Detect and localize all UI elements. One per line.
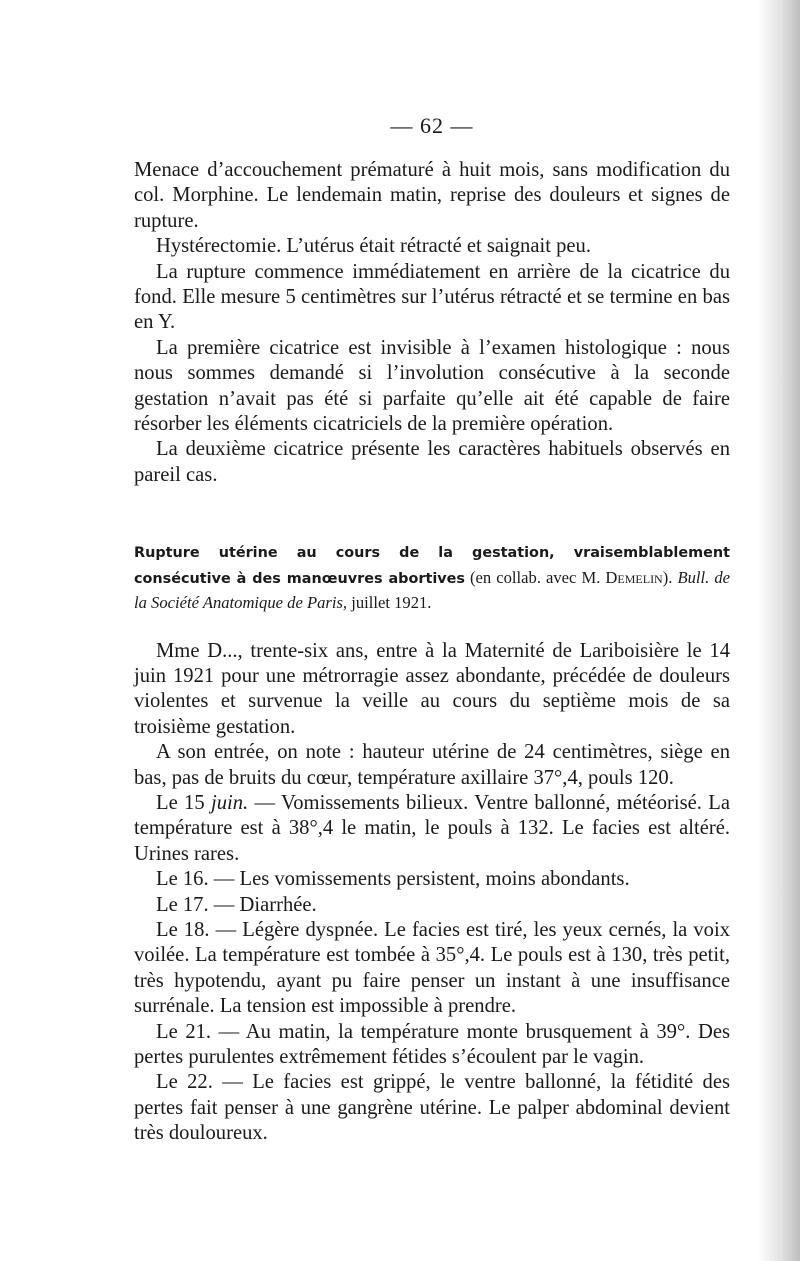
case-paragraph-6: Le 18. — Légère dyspnée. Le facies est tiré, les yeux cernés, la voix voilée. La température est tombée à 35°,4. Le pouls est à 130, très petit, très hypotendu, ayant pu faire penser un instant à une insuffisance surrénale. La tension est impossible à prendre. <box>134 918 730 1018</box>
reference-heading <box>134 540 730 614</box>
case-paragraph-5: Le 17. — Diarrhée. <box>156 893 317 916</box>
reference-date: juillet 1921. <box>351 593 432 613</box>
reference-journal: Bull. de la Société Anatomique de Paris, <box>134 567 730 613</box>
reference-collab-name: Demelin <box>605 567 663 587</box>
case-section <box>134 639 730 1147</box>
reference-title: Rupture utérine au cours de la gestation, vraisemblablement consécutive à des manœuvres abortives <box>134 545 730 587</box>
page-number: — 62 — <box>390 113 474 138</box>
case-paragraph-3-lead: Le 15 <box>156 791 211 814</box>
case-paragraph-8: Le 22. — Le facies est grippé, le ventre ballonné, la fétidité des pertes fait penser à une gangrène utérine. Le palper abdominal devient très douloureux. <box>134 1071 730 1145</box>
intro-paragraph-2: Hystérectomie. L’utérus était rétracté et saignait peu. <box>156 235 591 258</box>
case-paragraph-2: A son entrée, on note : hauteur utérine de 24 centimètres, siège en bas, pas de bruits du cœur, température axillaire 37°,4, pouls 120. <box>134 741 730 789</box>
intro-paragraph-1: Menace d’accouchement prématuré à huit mois, sans modification du col. Morphine. Le lendemain matin, reprise des douleurs et signes de rupture. <box>134 159 730 232</box>
case-paragraph-3-italic: juin. <box>210 791 249 814</box>
case-paragraph-4: Le 16. — Les vomissements persistent, moins abondants. <box>156 868 630 891</box>
case-paragraph-7: Le 21. — Au matin, la température monte brusquement à 39°. Des pertes purulentes extrêmement fétides s’écoulent par le vagin. <box>134 1020 730 1068</box>
intro-section <box>134 158 730 488</box>
document-page <box>134 112 730 1147</box>
page-edge-shadow <box>758 0 800 1261</box>
intro-paragraph-4: La première cicatrice est invisible à l’examen histologique : nous nous sommes demandé si l’involution consécutive à la seconde gestation n’avait pas été si parfaite qu’elle ait été capable de faire résorber les éléments cicatriciels de la première opération. <box>134 336 730 436</box>
intro-paragraph-3: La rupture commence immédiatement en arrière de la cicatrice du fond. Elle mesure 5 centimètres sur l’utérus rétracté et se termine en bas en Y. <box>134 260 730 334</box>
reference-collab-suffix: ). <box>662 567 673 587</box>
case-paragraph-3-rest: — Vomissements bilieux. Ventre ballonné, météorisé. La température est à 38°,4 le matin, le pouls à 132. Le facies est altéré. Urines rares. <box>134 791 730 865</box>
case-paragraph-1: Mme D..., trente-six ans, entre à la Maternité de Lariboisière le 14 juin 1921 pour une métrorragie assez abondante, précédée de douleurs violentes et survenue la veille au cours du septième mois de sa troisième gestation. <box>134 639 730 738</box>
case-paragraph-3 <box>134 791 730 867</box>
reference-line <box>134 540 730 614</box>
intro-paragraph-5: La deuxième cicatrice présente les caractères habituels observés en pareil cas. <box>134 438 730 486</box>
reference-collab-prefix: (en collab. avec M. <box>470 567 606 587</box>
